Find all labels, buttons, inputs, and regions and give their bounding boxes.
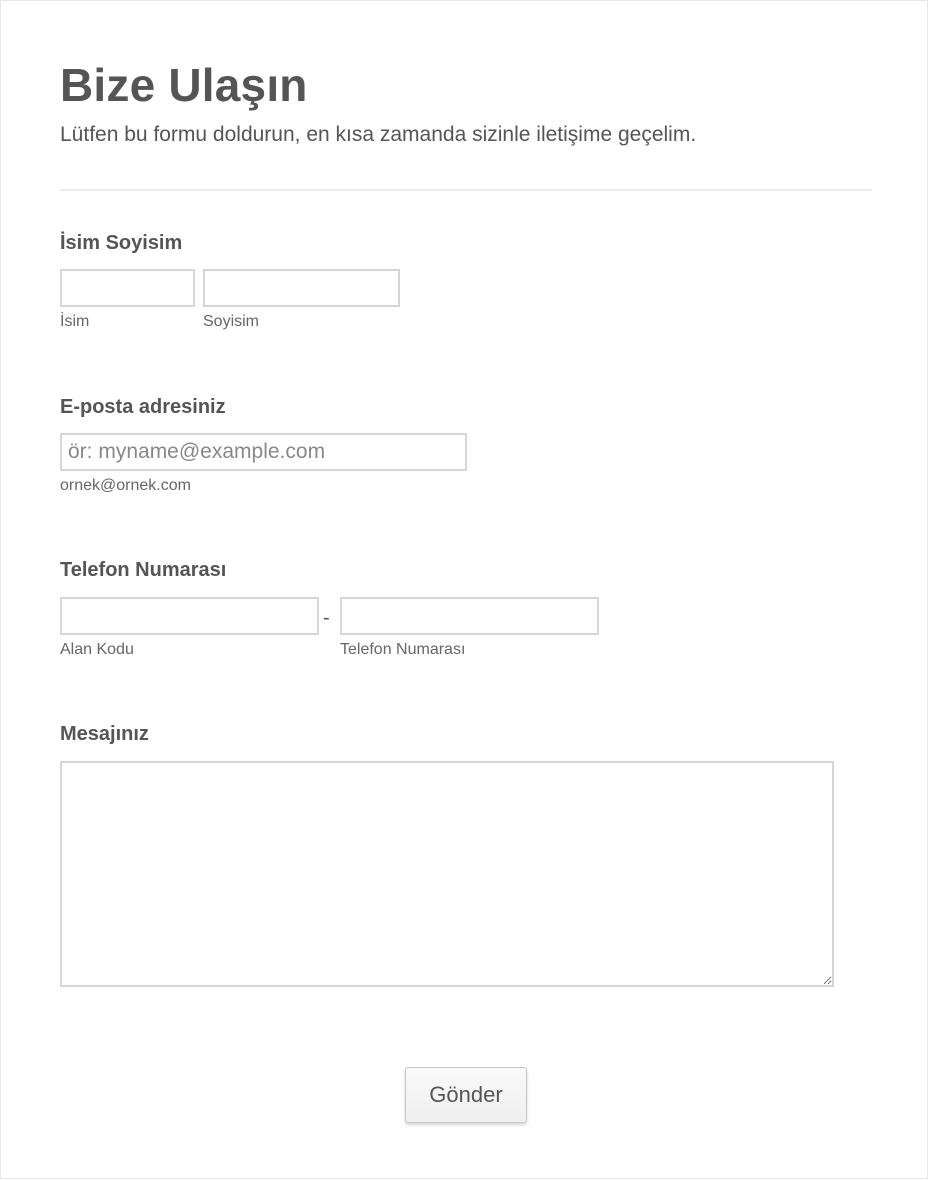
phone-number-sublabel: Telefon Numarası — [340, 641, 466, 658]
email-input[interactable] — [60, 433, 467, 471]
message-label: Mesajınız — [60, 723, 149, 745]
email-label: E-posta adresiniz — [60, 396, 226, 418]
full-name-label: İsim Soyisim — [60, 232, 183, 254]
area-code-input[interactable] — [60, 597, 319, 635]
message-textarea[interactable] — [60, 761, 834, 987]
submit-button[interactable]: Gönder — [405, 1067, 527, 1123]
first-name-sublabel: İsim — [60, 313, 90, 330]
header-divider — [60, 189, 872, 191]
phone-number-input[interactable] — [340, 597, 599, 635]
phone-separator: - — [323, 607, 330, 629]
last-name-sublabel: Soyisim — [203, 313, 260, 330]
email-sublabel: ornek@ornek.com — [60, 477, 191, 494]
phone-label: Telefon Numarası — [60, 559, 227, 581]
first-name-input[interactable] — [60, 269, 195, 307]
form-subtitle: Lütfen bu formu doldurun, en kısa zamanda sizinle iletişime geçelim. — [60, 123, 697, 146]
last-name-input[interactable] — [203, 269, 400, 307]
area-code-sublabel: Alan Kodu — [60, 641, 134, 658]
form-title: Bize Ulaşın — [60, 59, 308, 111]
